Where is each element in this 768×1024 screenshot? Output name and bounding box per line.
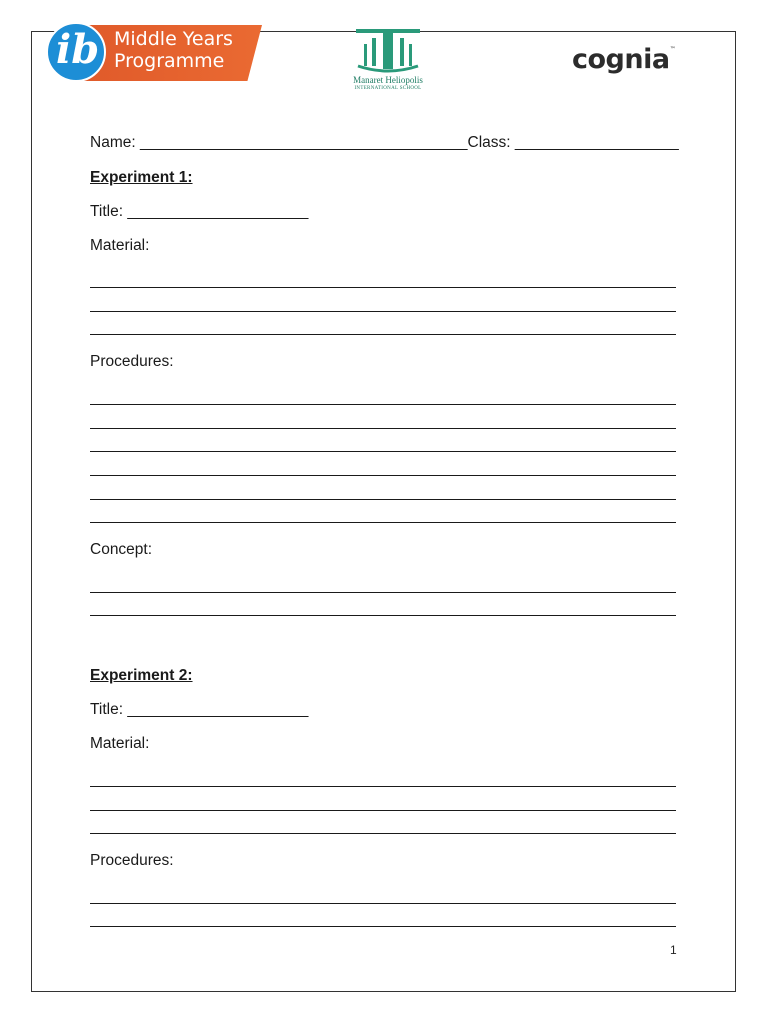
experiment-1-procedures-answer-line-6[interactable] (90, 522, 676, 523)
ib-myp-logo (44, 22, 266, 84)
lighthouse-icon (338, 26, 438, 74)
experiment-1-procedures-label: Procedures: (90, 353, 174, 370)
school-name: Manaret Heliopolis (353, 75, 423, 85)
cognia-logo (572, 44, 675, 75)
ib-logo-line1: Middle Years (114, 28, 233, 50)
experiment-2-title-line: Title: _____________________ (90, 701, 309, 718)
ib-logo-letters: ib (56, 26, 100, 73)
experiment-1-heading: Experiment 1: (90, 169, 193, 186)
ib-logo-text (114, 28, 233, 72)
experiment-2-heading: Experiment 2: (90, 667, 193, 684)
ib-logo-line2: Programme (114, 50, 225, 72)
experiment-2-procedures-label: Procedures: (90, 852, 174, 869)
experiment-2-material-label: Material: (90, 735, 150, 752)
experiment-2-procedures-answer-line-2[interactable] (90, 926, 676, 927)
experiment-1-procedures-answer-line-5[interactable] (90, 499, 676, 500)
experiment-1-title-line: Title: _____________________ (90, 203, 309, 220)
manaret-heliopolis-logo (338, 26, 438, 96)
experiment-2-material-answer-line-2[interactable] (90, 810, 676, 811)
experiment-1-concept-label: Concept: (90, 541, 153, 558)
name-class-line: Name: ______________________________________Class: ___________________ (90, 134, 679, 151)
experiment-2-material-answer-line-1[interactable] (90, 786, 676, 787)
school-subtitle: INTERNATIONAL SCHOOL (354, 86, 422, 91)
experiment-1-material-answer-line-2[interactable] (90, 311, 676, 312)
trademark-mark: ™ (669, 46, 676, 53)
experiment-1-concept-answer-line-2[interactable] (90, 615, 676, 616)
cognia-logo-text: cognia (572, 44, 670, 75)
experiment-1-material-answer-line-3[interactable] (90, 334, 676, 335)
experiment-1-procedures-answer-line-2[interactable] (90, 428, 676, 429)
experiment-1-procedures-answer-line-4[interactable] (90, 475, 676, 476)
experiment-1-material-answer-line-1[interactable] (90, 287, 676, 288)
experiment-1-material-label: Material: (90, 237, 150, 254)
page-number: 1 (670, 943, 677, 957)
experiment-1-concept-answer-line-1[interactable] (90, 592, 676, 593)
experiment-2-procedures-answer-line-1[interactable] (90, 903, 676, 904)
experiment-1-procedures-answer-line-1[interactable] (90, 404, 676, 405)
experiment-1-procedures-answer-line-3[interactable] (90, 451, 676, 452)
experiment-2-material-answer-line-3[interactable] (90, 833, 676, 834)
